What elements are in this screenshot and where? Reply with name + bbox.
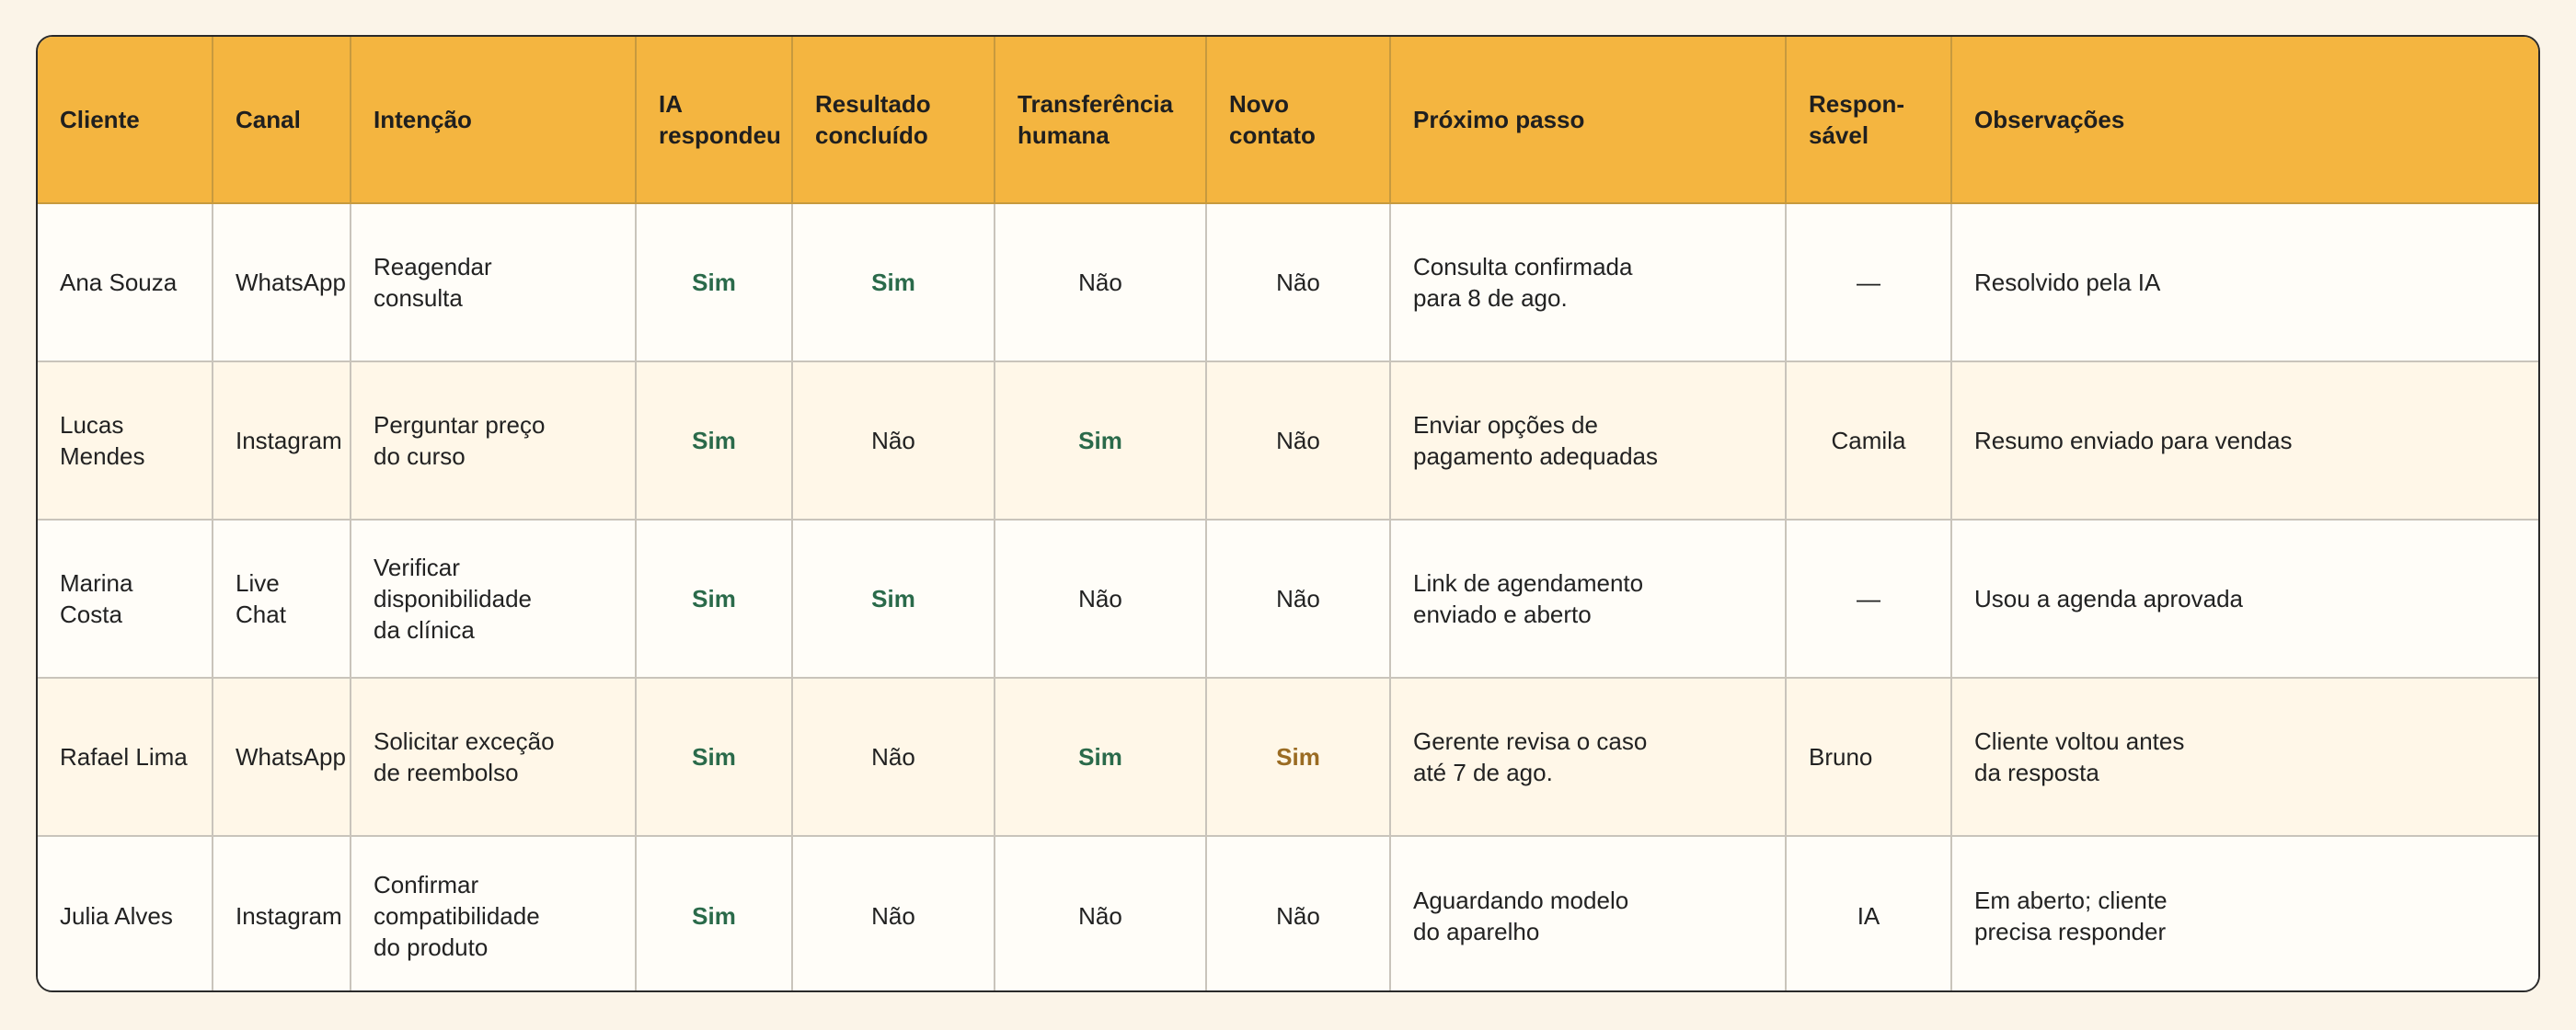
cell-proximo-passo: Enviar opções de pagamento adequadas — [1390, 361, 1786, 520]
table-row[interactable] — [38, 520, 2538, 678]
cell-resultado-concluido: Não — [792, 361, 995, 520]
cell-ia-respondeu: Sim — [636, 678, 792, 836]
cell-responsavel: — — [1786, 203, 1951, 361]
cell-cliente: Ana Souza — [38, 203, 213, 361]
table-row[interactable] — [38, 361, 2538, 520]
cell-ia-respondeu: Sim — [636, 836, 792, 992]
table-row[interactable] — [38, 203, 2538, 361]
cell-canal: Instagram — [213, 361, 351, 520]
column-header-intencao[interactable]: Intenção — [351, 37, 636, 203]
cell-intencao: Perguntar preço do curso — [351, 361, 636, 520]
column-header-cliente[interactable]: Cliente — [38, 37, 213, 203]
cell-responsavel: Bruno — [1786, 678, 1951, 836]
cell-ia-respondeu: Sim — [636, 361, 792, 520]
cell-novo-contato: Não — [1206, 836, 1390, 992]
cell-novo-contato: Não — [1206, 361, 1390, 520]
column-header-canal[interactable]: Canal — [213, 37, 351, 203]
customer-interactions-table — [38, 37, 2538, 992]
cell-resultado-concluido: Sim — [792, 520, 995, 678]
cell-observacoes: Usou a agenda aprovada — [1951, 520, 2538, 678]
cell-cliente: Marina Costa — [38, 520, 213, 678]
column-header-proximo-passo[interactable]: Próximo passo — [1390, 37, 1786, 203]
cell-responsavel: IA — [1786, 836, 1951, 992]
cell-novo-contato: Sim — [1206, 678, 1390, 836]
cell-transferencia-humana: Não — [995, 203, 1206, 361]
cell-observacoes: Resolvido pela IA — [1951, 203, 2538, 361]
column-header-observacoes[interactable]: Observações — [1951, 37, 2538, 203]
cell-intencao: Solicitar exceção de reembolso — [351, 678, 636, 836]
cell-resultado-concluido: Sim — [792, 203, 995, 361]
cell-transferencia-humana: Sim — [995, 678, 1206, 836]
cell-intencao: Confirmar compatibilidade do produto — [351, 836, 636, 992]
table-header-row — [38, 37, 2538, 203]
table-row[interactable] — [38, 836, 2538, 992]
cell-cliente: Julia Alves — [38, 836, 213, 992]
cell-proximo-passo: Link de agendamento enviado e aberto — [1390, 520, 1786, 678]
cell-canal: WhatsApp — [213, 678, 351, 836]
cell-responsavel: Camila — [1786, 361, 1951, 520]
cell-proximo-passo: Gerente revisa o caso até 7 de ago. — [1390, 678, 1786, 836]
column-header-novo-contato[interactable]: Novo contato — [1206, 37, 1390, 203]
cell-transferencia-humana: Não — [995, 836, 1206, 992]
cell-intencao: Reagendar consulta — [351, 203, 636, 361]
column-header-responsavel[interactable]: Respon- sável — [1786, 37, 1951, 203]
cell-cliente: Lucas Mendes — [38, 361, 213, 520]
cell-intencao: Verificar disponibilidade da clínica — [351, 520, 636, 678]
cell-cliente: Rafael Lima — [38, 678, 213, 836]
cell-observacoes: Resumo enviado para vendas — [1951, 361, 2538, 520]
cell-resultado-concluido: Não — [792, 836, 995, 992]
cell-ia-respondeu: Sim — [636, 520, 792, 678]
cell-canal: Live Chat — [213, 520, 351, 678]
column-header-resultado-concluido[interactable]: Resultado concluído — [792, 37, 995, 203]
cell-canal: WhatsApp — [213, 203, 351, 361]
table-row[interactable] — [38, 678, 2538, 836]
cell-transferencia-humana: Sim — [995, 361, 1206, 520]
cell-proximo-passo: Aguardando modelo do aparelho — [1390, 836, 1786, 992]
status-table-container — [36, 35, 2540, 992]
cell-proximo-passo: Consulta confirmada para 8 de ago. — [1390, 203, 1786, 361]
cell-responsavel: — — [1786, 520, 1951, 678]
cell-canal: Instagram — [213, 836, 351, 992]
cell-resultado-concluido: Não — [792, 678, 995, 836]
cell-observacoes: Cliente voltou antes da resposta — [1951, 678, 2538, 836]
column-header-transferencia-humana[interactable]: Transferência humana — [995, 37, 1206, 203]
cell-novo-contato: Não — [1206, 203, 1390, 361]
cell-novo-contato: Não — [1206, 520, 1390, 678]
cell-observacoes: Em aberto; cliente precisa responder — [1951, 836, 2538, 992]
column-header-ia-respondeu[interactable]: IA respondeu — [636, 37, 792, 203]
cell-transferencia-humana: Não — [995, 520, 1206, 678]
cell-ia-respondeu: Sim — [636, 203, 792, 361]
